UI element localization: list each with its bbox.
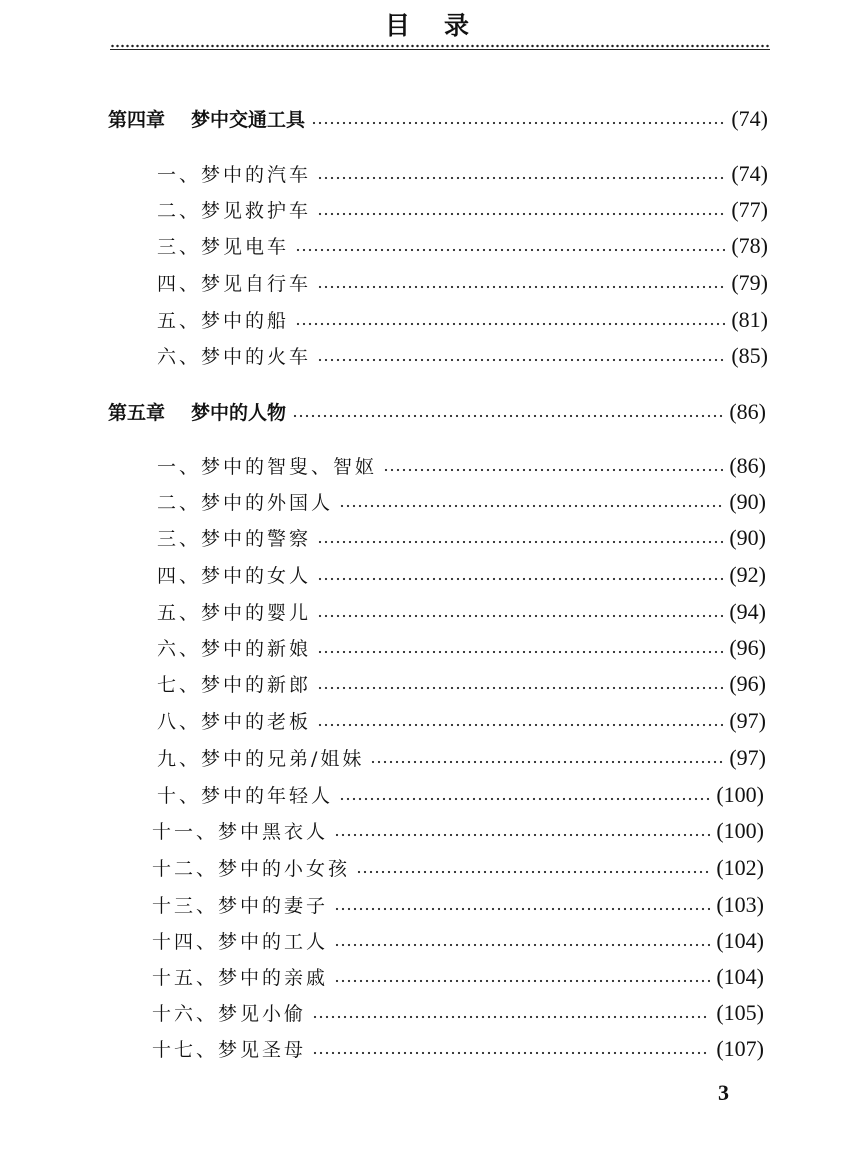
chapter-label	[108, 396, 286, 430]
dot-leader	[292, 414, 723, 418]
toc-entry-row[interactable]	[152, 960, 764, 994]
page-ref: (74)	[731, 106, 768, 131]
entry-title: 十七、梦见圣母	[152, 1039, 307, 1061]
chapter-title: 梦中的人物	[191, 402, 287, 424]
page-ref: (90)	[729, 525, 766, 550]
toc-entry-row[interactable]	[157, 339, 768, 373]
entry-title: 十一、梦中黑衣人	[152, 821, 329, 843]
toc-entry-row[interactable]	[157, 485, 766, 519]
toc-entry-row[interactable]	[152, 888, 764, 922]
toc-chapter-row[interactable]	[108, 102, 768, 136]
entry-title: 四、梦中的女人	[157, 565, 312, 587]
dot-leader	[339, 504, 723, 508]
toc-entry-row[interactable]	[157, 595, 766, 629]
entry-title: 四、梦见自行车	[157, 273, 312, 295]
page-ref: (96)	[729, 671, 766, 696]
dot-leader	[334, 833, 710, 837]
entry-title: 五、梦中的船	[157, 310, 290, 332]
toc-entry-row[interactable]	[152, 851, 764, 885]
page-ref: (79)	[731, 270, 768, 295]
entry-title: 三、梦中的警察	[157, 528, 312, 550]
dot-leader	[312, 1015, 710, 1019]
page-ref: (97)	[729, 745, 766, 770]
entry-title: 三、梦见电车	[157, 236, 290, 258]
toc-entry-row[interactable]	[152, 924, 764, 958]
dot-leader	[317, 686, 723, 690]
dot-leader	[317, 723, 723, 727]
dot-leader	[334, 907, 710, 911]
toc-entry-row[interactable]	[157, 521, 766, 555]
entry-title: 五、梦中的婴儿	[157, 602, 312, 624]
dot-leader	[317, 540, 723, 544]
page-ref: (96)	[729, 635, 766, 660]
entry-title: 十、梦中的年轻人	[157, 785, 334, 807]
chapter-title: 梦中交通工具	[191, 109, 306, 131]
dot-leader	[317, 285, 725, 289]
entry-title: 一、梦中的汽车	[157, 164, 312, 186]
dot-leader	[383, 468, 723, 472]
header-decorative-rule	[110, 43, 770, 50]
page-ref: (81)	[731, 307, 768, 332]
dot-leader	[317, 577, 723, 581]
chapter-number: 第五章	[108, 402, 166, 424]
dot-leader	[317, 212, 725, 216]
page-ref: (97)	[729, 708, 766, 733]
dot-leader	[317, 650, 723, 654]
toc-entry-row[interactable]	[152, 814, 764, 848]
chapter-label	[108, 103, 305, 137]
toc-entry-row[interactable]	[157, 229, 768, 263]
entry-title: 二、梦中的外国人	[157, 492, 334, 514]
page-ref: (102)	[716, 855, 764, 880]
entry-title: 一、梦中的智叟、智妪	[157, 456, 378, 478]
page-ref: (86)	[729, 399, 766, 424]
dot-leader	[317, 358, 725, 362]
entry-title: 十五、梦中的亲戚	[152, 967, 329, 989]
toc-entry-row[interactable]	[157, 631, 766, 665]
toc-entry-row[interactable]	[157, 157, 768, 191]
entry-title: 十六、梦见小偷	[152, 1003, 307, 1025]
dot-leader	[334, 943, 710, 947]
page-ref: (85)	[731, 343, 768, 368]
dot-leader	[295, 322, 725, 326]
page-ref: (100)	[716, 782, 764, 807]
toc-entry-row[interactable]	[157, 303, 768, 337]
toc-entry-row[interactable]	[157, 266, 768, 300]
dot-leader	[311, 121, 725, 125]
page-ref: (77)	[731, 197, 768, 222]
chapter-number: 第四章	[108, 109, 166, 131]
page-number: 3	[718, 1080, 729, 1105]
page-ref: (104)	[716, 928, 764, 953]
entry-title: 八、梦中的老板	[157, 711, 312, 733]
entry-title: 六、梦中的火车	[157, 346, 312, 368]
toc-chapter-row[interactable]	[108, 395, 766, 429]
entry-title: 七、梦中的新郎	[157, 674, 312, 696]
dot-leader	[339, 797, 710, 801]
page-ref: (94)	[729, 599, 766, 624]
toc-entry-row[interactable]	[157, 193, 768, 227]
page-ref: (86)	[729, 453, 766, 478]
page-title: 目录	[384, 11, 503, 40]
dot-leader	[312, 1051, 710, 1055]
toc-entry-row[interactable]	[157, 667, 766, 701]
toc-entry-row[interactable]	[157, 704, 766, 738]
entry-title: 九、梦中的兄弟/姐妹	[157, 748, 365, 770]
page-ref: (74)	[731, 161, 768, 186]
toc-entry-row[interactable]	[152, 996, 764, 1030]
page-ref: (92)	[729, 562, 766, 587]
dot-leader	[356, 870, 710, 874]
entry-title: 十四、梦中的工人	[152, 931, 329, 953]
page-ref: (103)	[716, 892, 764, 917]
toc-entry-row[interactable]	[157, 778, 764, 812]
entry-title: 二、梦见救护车	[157, 200, 312, 222]
dot-leader	[370, 760, 723, 764]
toc-entry-row[interactable]	[152, 1032, 764, 1066]
page-ref: (107)	[716, 1036, 764, 1061]
page-ref: (78)	[731, 233, 768, 258]
toc-entry-row[interactable]	[157, 741, 766, 775]
page-ref: (90)	[729, 489, 766, 514]
entry-title: 六、梦中的新娘	[157, 638, 312, 660]
entry-title: 十二、梦中的小女孩	[152, 858, 351, 880]
toc-entry-row[interactable]	[157, 449, 766, 483]
page-ref: (104)	[716, 964, 764, 989]
entry-title: 十三、梦中的妻子	[152, 895, 329, 917]
dot-leader	[334, 979, 710, 983]
page-ref: (100)	[716, 818, 764, 843]
toc-entry-row[interactable]	[157, 558, 766, 592]
dot-leader	[317, 614, 723, 618]
dot-leader	[295, 248, 725, 252]
page-ref: (105)	[716, 1000, 764, 1025]
dot-leader	[317, 176, 725, 180]
